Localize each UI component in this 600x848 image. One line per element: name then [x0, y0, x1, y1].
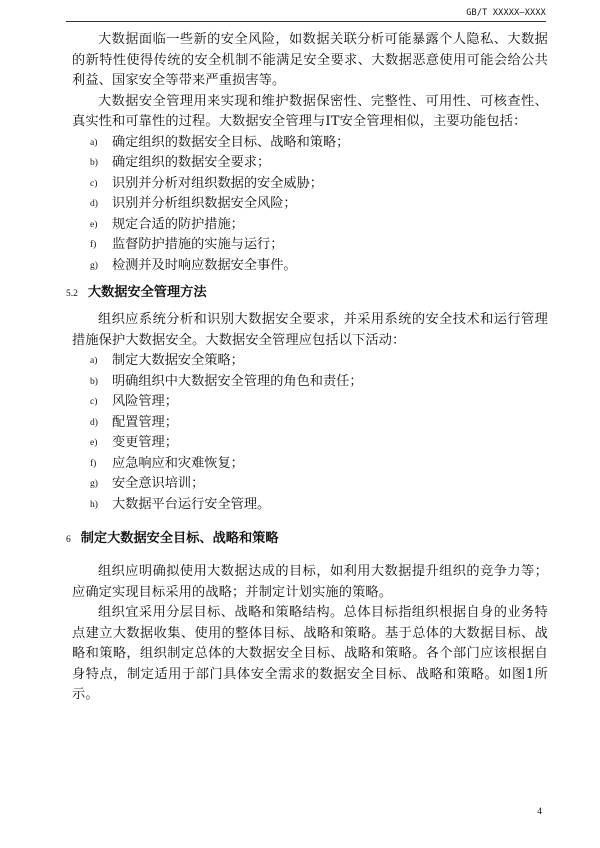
list-marker: b) [90, 158, 98, 168]
section-5-2-paragraph: 组织应系统分析和识别大数据安全要求，并采用系统的安全技术和运行管理措施保护大数据安全。大数据安全管理应包括以下活动： [72, 312, 548, 348]
list-item-text: 识别并分析组织数据安全风险； [112, 196, 297, 211]
list-marker: d) [90, 417, 98, 428]
list-item-text: 大数据平台运行安全管理。 [112, 496, 271, 512]
list-item [72, 433, 548, 454]
list-item [72, 235, 548, 256]
functions-list [72, 133, 548, 277]
list-item [72, 351, 548, 372]
list-item-text: 制定大数据安全策略； [112, 353, 244, 368]
list-item-text: 应急响应和灾难恢复； [112, 455, 244, 471]
list-item [72, 153, 548, 174]
section-number: 5.2 [66, 289, 78, 299]
standard-code: GB/T XXXXX—XXXX [466, 8, 546, 18]
list-item-text: 变更管理； [112, 435, 178, 450]
list-item-text: 风险管理； [112, 394, 178, 409]
list-marker: b) [90, 376, 98, 387]
list-item [72, 392, 548, 413]
list-item-text: 配置管理； [112, 414, 178, 430]
chapter-number: 6 [66, 535, 71, 545]
list-item [72, 413, 548, 434]
list-marker: a) [90, 356, 98, 366]
page-content [66, 30, 548, 706]
chapter-6-paragraph-2: 组织宜采用分层目标、战略和策略结构。总体目标指组织根据自身的业务特点建立大数据收集、使用的整体目标、战略和策略。基于总体的大数据目标、战略和策略，组织制定总体的大数据安全目标、战略和策略。各个部门应该根据自身特点，制定适用于部门具体安全需求的数据安全目标、战略和策略。如图1所示。 [72, 605, 548, 702]
list-marker: h) [90, 499, 98, 510]
chapter-heading-6 [66, 529, 548, 550]
list-item-text: 监督防护措施的实施与运行； [112, 237, 284, 252]
list-item [72, 256, 548, 277]
list-item [72, 215, 548, 236]
list-marker: e) [90, 219, 98, 230]
chapter-6-paragraph-1: 组织应明确拟使用大数据达成的目标，如利用大数据提升组织的竞争力等；应确定实现目标采用的战略；并制定计划实施的策略。 [72, 564, 548, 600]
list-item-text: 确定组织的数据安全目标、战略和策略； [112, 134, 350, 150]
list-marker: f) [90, 458, 97, 469]
list-item [72, 194, 548, 215]
header-rule [66, 21, 546, 22]
list-item-text: 明确组织中大数据安全管理的角色和责任； [112, 373, 363, 389]
list-marker: c) [90, 397, 98, 407]
intro-paragraph-2: 大数据安全管理用来实现和维护数据保密性、完整性、可用性、可核查性、真实性和可靠性的过程。大数据安全管理与IT安全管理相似，主要功能包括： [72, 93, 548, 129]
list-marker: g) [90, 479, 98, 489]
activities-list [72, 351, 548, 515]
page-number: 4 [537, 807, 542, 817]
list-marker: f) [90, 240, 97, 250]
list-item-text: 检测并及时响应数据安全事件。 [112, 257, 297, 273]
list-item [72, 454, 548, 475]
list-marker: e) [90, 438, 98, 448]
section-heading-5-2 [66, 283, 548, 304]
list-item-text: 安全意识培训； [112, 476, 205, 491]
list-marker: d) [90, 199, 98, 209]
chapter-title: 制定大数据安全目标、战略和策略 [80, 531, 279, 546]
section-title: 大数据安全管理方法 [87, 285, 207, 300]
list-item [72, 174, 548, 195]
list-marker: c) [90, 178, 98, 189]
list-item [72, 372, 548, 393]
list-marker: a) [90, 137, 98, 148]
list-marker: g) [90, 260, 98, 271]
intro-paragraph-1: 大数据面临一些新的安全风险，如数据关联分析可能暴露个人隐私、大数据的新特性使得传统的安全机制不能满足安全要求、大数据恶意使用可能会给公共利益、国家安全等带来严重损害等。 [72, 32, 548, 88]
list-item [72, 495, 548, 516]
list-item [72, 474, 548, 495]
list-item-text: 识别并分析对组织数据的安全威胁； [112, 175, 323, 191]
list-item [72, 133, 548, 154]
list-item-text: 确定组织的数据安全要求； [112, 155, 271, 170]
list-item-text: 规定合适的防护措施； [112, 216, 244, 232]
